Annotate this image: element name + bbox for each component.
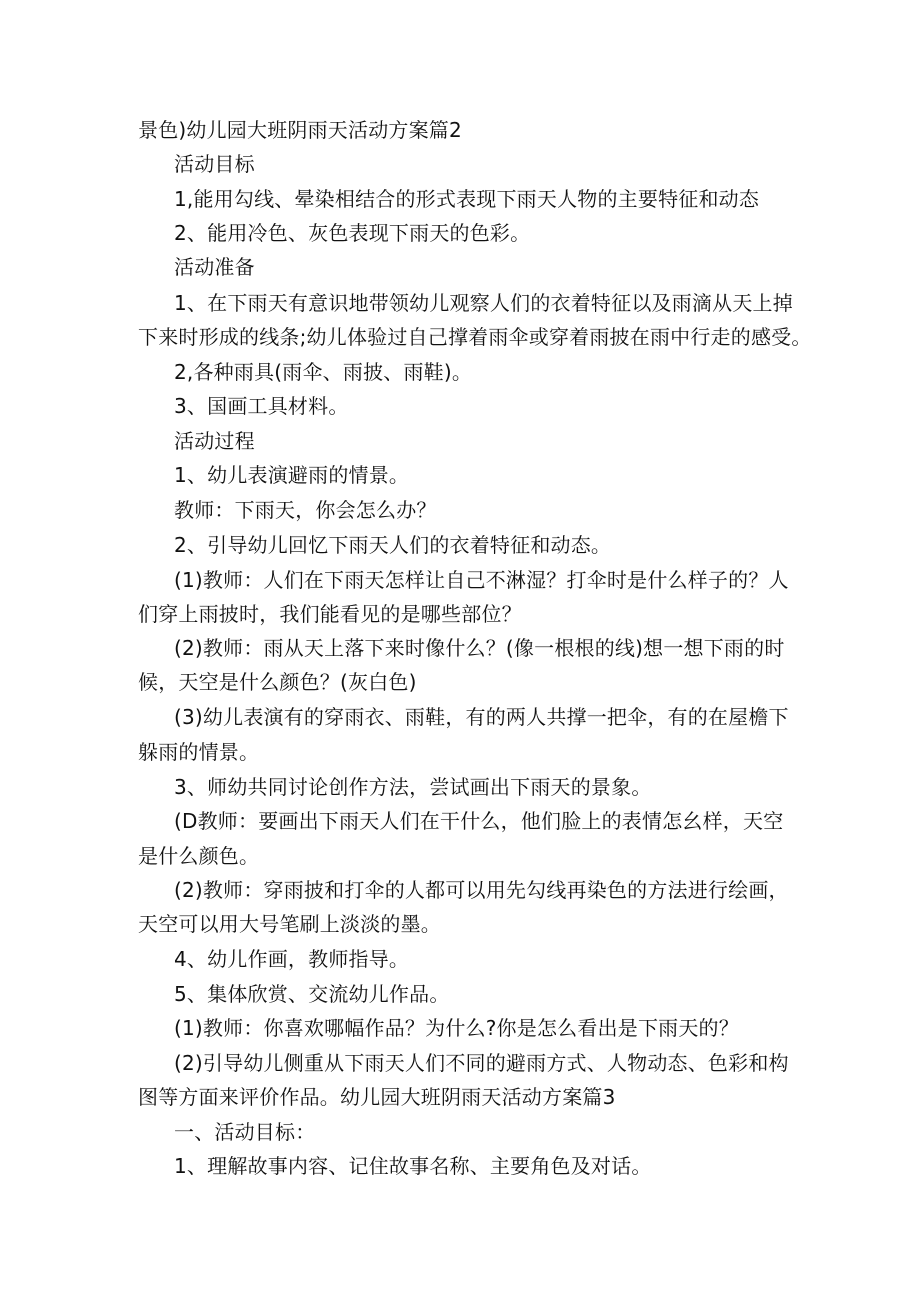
text-line: 下来时形成的线条;幼儿体验过自己撑着雨伞或穿着雨披在雨中行走的感受。 [138,325,812,349]
text-line: 1,能用勾线、晕染相结合的形式表现下雨天人物的主要特征和动态 [174,187,760,211]
text-line: 2、引导幼儿回忆下雨天人们的衣着特征和动态。 [174,533,612,557]
text-line: (1)教师：你喜欢哪幅作品？为什么?你是怎么看出是下雨天的？ [174,1016,739,1040]
text-line: 躲雨的情景。 [138,740,260,764]
text-line: 景色)幼儿园大班阴雨天活动方案篇2 [138,118,462,142]
text-line: 3、师幼共同讨论创作方法，尝试画出下雨天的景象。 [174,775,652,799]
text-line: (2)教师：雨从天上落下来时像什么？(像一根根的线)想一想下雨的时 [174,636,785,660]
text-line: 活动过程 [174,429,255,453]
text-line: 是什么颜色。 [138,844,260,868]
text-line: 图等方面来评价作品。幼儿园大班阴雨天活动方案篇3 [138,1085,616,1109]
text-line: (1)教师：人们在下雨天怎样让自己不淋湿？打伞时是什么样子的？人 [174,568,789,592]
text-line: 候，天空是什么颜色？(灰白色) [138,670,417,694]
text-line: 1、理解故事内容、记住故事名称、主要角色及对话。 [174,1154,652,1178]
text-line: (3)幼儿表演有的穿雨衣、雨鞋，有的两人共撑一把伞，有的在屋檐下 [174,705,789,729]
text-line: (2)引导幼儿侧重从下雨天人们不同的避雨方式、人物动态、色彩和构 [174,1051,789,1075]
text-line: (2)教师：穿雨披和打伞的人都可以用先勾线再染色的方法进行绘画， [174,878,789,902]
text-line: 5、集体欣赏、交流幼儿作品。 [174,982,450,1006]
text-line: 2、能用冷色、灰色表现下雨天的色彩。 [174,221,531,245]
text-line: 天空可以用大号笔刷上淡淡的墨。 [138,912,441,936]
text-line: 们穿上雨披时，我们能看见的是哪些部位？ [138,602,522,626]
text-line: (D教师：要画出下雨天人们在干什么，他们脸上的表情怎幺样，天空 [174,809,784,833]
text-line: 活动准备 [174,255,255,279]
text-line: 2,各种雨具(雨伞、雨披、雨鞋)。 [174,360,473,384]
text-line: 教师：下雨天，你会怎么办？ [174,498,437,522]
text-line: 3、国画工具材料。 [174,394,349,418]
text-line: 4、幼儿作画，教师指导。 [174,947,410,971]
text-line: 1、幼儿表演避雨的情景。 [174,463,410,487]
text-line: 一、活动目标： [174,1120,316,1144]
text-line: 活动目标 [174,152,255,176]
text-line: 1、在下雨天有意识地带领幼儿观察人们的衣着特征以及雨滴从天上掉 [174,291,793,315]
